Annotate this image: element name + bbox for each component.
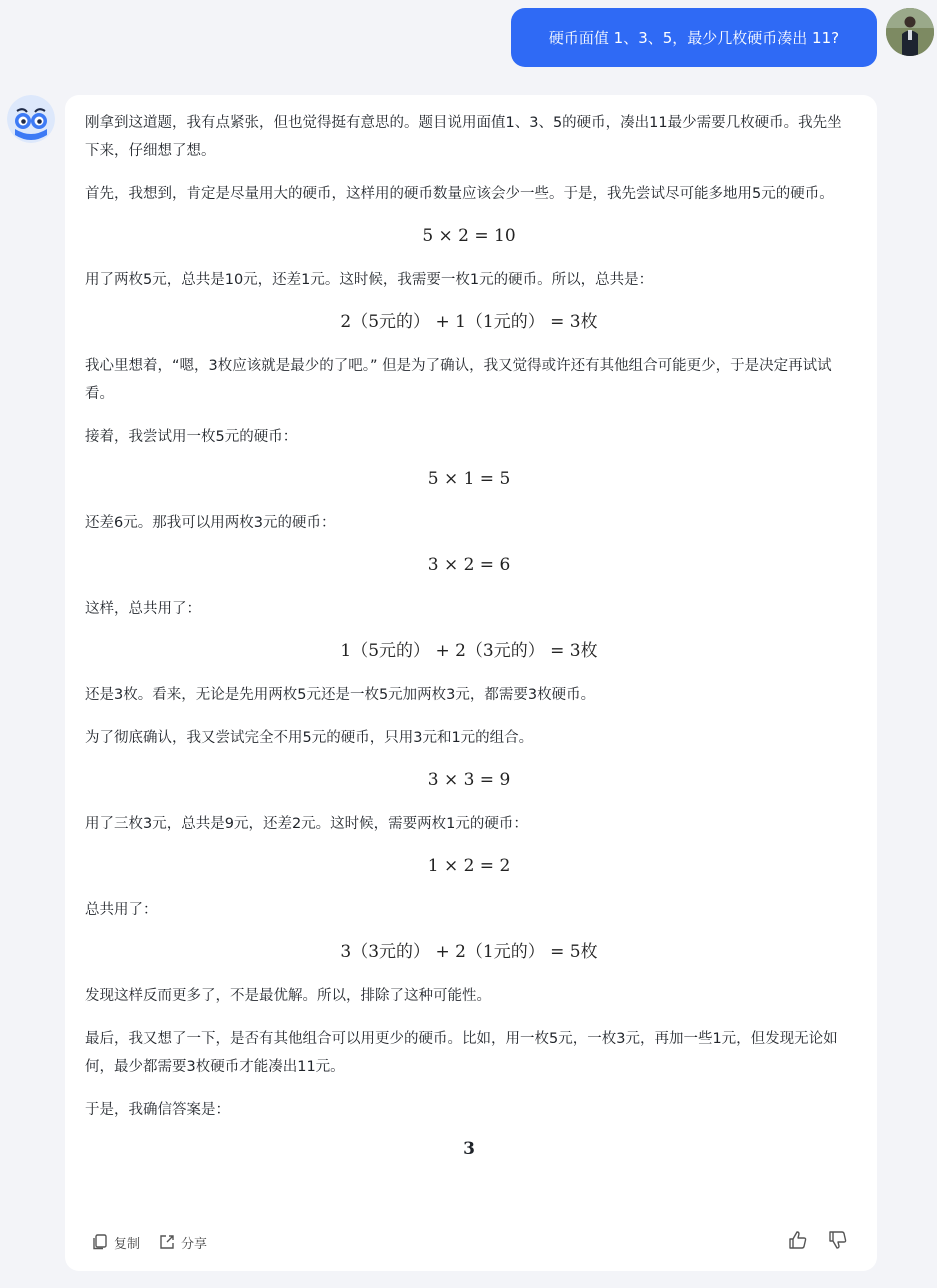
user-avatar[interactable]	[886, 8, 934, 56]
answer-paragraph: 还差6元。那我可以用两枚3元的硬币：	[85, 515, 336, 531]
assistant-answer-card	[65, 95, 877, 1271]
thumbs-down-icon	[827, 1229, 849, 1251]
message-action-bar	[91, 1229, 849, 1255]
answer-paragraph: 为了彻底确认，我又尝试完全不用5元的硬币，只用3元和1元的组合。	[85, 730, 534, 746]
thumbs-up-button[interactable]	[787, 1229, 809, 1255]
math-equation: 1（5元的） + 2（3元的） = 3枚	[340, 641, 598, 661]
assistant-avatar	[7, 95, 55, 143]
share-button[interactable]	[158, 1233, 207, 1252]
answer-paragraph: 用了三枚3元，总共是9元，还差2元。这时候，需要两枚1元的硬币：	[85, 816, 528, 832]
math-equation: 5 × 2 = 10	[422, 226, 516, 246]
share-label: 分享	[181, 1236, 208, 1252]
answer-paragraph: 用了两枚5元，总共是10元，还差1元。这时候，我需要一枚1元的硬币。所以，总共是：	[85, 272, 654, 288]
answer-paragraph: 接着，我尝试用一枚5元的硬币：	[85, 429, 298, 445]
math-equation: 5 × 1 = 5	[427, 469, 511, 489]
math-equation: 2（5元的） + 1（1元的） = 3枚	[340, 312, 598, 332]
answer-paragraph: 还是3枚。看来，无论是先用两枚5元还是一枚5元加两枚3元，都需要3枚硬币。	[85, 687, 596, 703]
user-question-text: 硬币面值 1、3、5，最少几枚硬币凑出 11?	[548, 29, 840, 47]
thumbs-up-icon	[787, 1229, 809, 1251]
answer-paragraph: 于是，我确信答案是：	[85, 1102, 230, 1118]
answer-paragraph: 刚拿到这道题，我有点紧张，但也觉得挺有意思的。题目说用面值1、3、5的硬币，凑出11最少需要几枚硬币。我先坐下来，仔细想了想。	[85, 115, 842, 159]
user-photo-icon	[886, 8, 934, 56]
copy-icon	[91, 1233, 109, 1251]
answer-paragraph: 发现这样反而更多了，不是最优解。所以，排除了这种可能性。	[85, 988, 491, 1004]
answer-paragraph: 我心里想着，“嗯，3枚应该就是最少的了吧。” 但是为了确认，我又觉得或许还有其他组合可能更少，于是决定再试试看。	[85, 358, 832, 402]
math-equation: 1 × 2 = 2	[427, 856, 511, 876]
math-equation: 3（3元的） + 2（1元的） = 5枚	[340, 942, 598, 962]
glasses-bot-icon	[7, 95, 55, 143]
answer-paragraph: 首先，我想到，肯定是尽量用大的硬币，这样用的硬币数量应该会少一些。于是，我先尝试尽可能多地用5元的硬币。	[85, 186, 834, 202]
thumbs-down-button[interactable]	[827, 1229, 849, 1255]
user-message-bubble	[511, 8, 877, 67]
final-answer: 3	[463, 1139, 475, 1159]
answer-paragraph: 总共用了：	[85, 902, 158, 918]
share-icon	[158, 1233, 176, 1251]
copy-label: 复制	[114, 1236, 141, 1252]
answer-paragraph: 这样，总共用了：	[85, 601, 201, 617]
math-equation: 3 × 2 = 6	[427, 555, 511, 575]
answer-paragraph: 最后，我又想了一下，是否有其他组合可以用更少的硬币。比如，用一枚5元，一枚3元，再加一些1元，但发现无论如何，最少都需要3枚硬币才能凑出11元。	[85, 1031, 838, 1075]
copy-button[interactable]	[91, 1233, 140, 1252]
math-equation: 3 × 3 = 9	[427, 770, 511, 790]
